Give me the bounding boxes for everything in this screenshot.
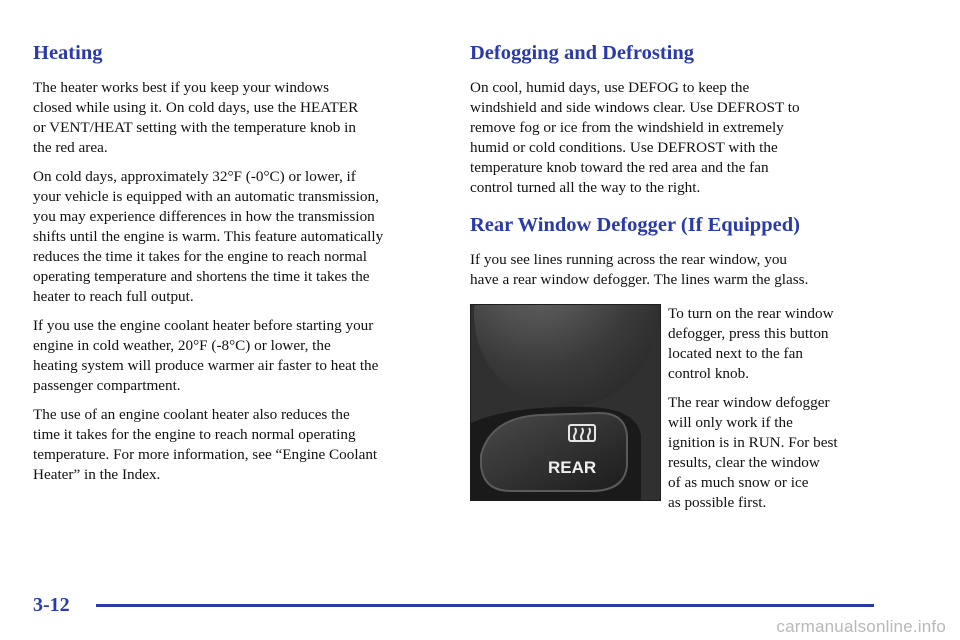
rear-defogger-button-photo — [470, 304, 661, 501]
heating-paragraph-2 — [33, 167, 441, 307]
text-line: of as much snow or ice — [668, 474, 809, 491]
figure-row — [470, 304, 880, 514]
text-line: defogger, press this button — [668, 325, 829, 342]
text-line: heater to reach full output. — [33, 288, 194, 305]
rear-button-label: REAR — [548, 458, 597, 477]
text-line: your vehicle is equipped with an automatic transmission, — [33, 188, 379, 205]
text-line: time it takes for the engine to reach normal operating — [33, 426, 356, 443]
text-line: Heater” in the Index. — [33, 466, 161, 483]
footer-rule — [96, 604, 874, 607]
text-line: shifts until the engine is warm. This feature automatically — [33, 228, 384, 245]
text-line: If you use the engine coolant heater before starting your — [33, 317, 374, 334]
rear-button-shape — [481, 413, 627, 491]
text-line: closed while using it. On cold days, use the HEATER — [33, 99, 359, 116]
text-line: ignition is in RUN. For best — [668, 434, 838, 451]
rear-defogger-heading: Rear Window Defogger (If Equipped) — [470, 214, 800, 236]
watermark: carmanualsonline.info — [776, 617, 946, 636]
text-line: as possible first. — [668, 494, 767, 511]
text-line: have a rear window defogger. The lines warm the glass. — [470, 271, 809, 288]
text-line: control turned all the way to the right. — [470, 179, 701, 196]
text-line: The heater works best if you keep your windows — [33, 79, 330, 96]
rear-button-illustration — [471, 305, 660, 500]
text-line: The use of an engine coolant heater also reduces the — [33, 406, 350, 423]
text-line: windshield and side windows clear. Use DEFROST to — [470, 99, 800, 116]
right-column — [470, 40, 880, 514]
text-line: On cold days, approximately 32°F (-0°C) or lower, if — [33, 168, 356, 185]
text-line: humid or cold conditions. Use DEFROST with the — [470, 139, 778, 156]
text-line: If you see lines running across the rear window, you — [470, 251, 788, 268]
text-line: On cool, humid days, use DEFOG to keep the — [470, 79, 750, 96]
left-column — [33, 40, 441, 494]
text-line: reduces the time it takes for the engine to reach normal — [33, 248, 367, 265]
figure-caption — [668, 304, 880, 522]
heating-heading: Heating — [33, 42, 103, 64]
defogging-heading: Defogging and Defrosting — [470, 42, 694, 64]
text-line: remove fog or ice from the windshield in extremely — [470, 119, 784, 136]
caption-paragraph-1 — [668, 304, 880, 384]
text-line: you may experience differences in how the transmission — [33, 208, 375, 225]
text-line: engine in cold weather, 20°F (-8°C) or lower, the — [33, 337, 331, 354]
rear-defogger-paragraph — [470, 250, 880, 290]
text-line: heating system will produce warmer air faster to heat the — [33, 357, 379, 374]
text-line: temperature knob toward the red area and the fan — [470, 159, 769, 176]
caption-paragraph-2 — [668, 393, 880, 513]
text-line: located next to the fan — [668, 345, 803, 362]
heating-paragraph-3 — [33, 316, 441, 396]
text-line: temperature. For more information, see “Engine Coolant — [33, 446, 378, 463]
text-line: To turn on the rear window — [668, 305, 834, 322]
text-line: or VENT/HEAT setting with the temperature knob in — [33, 119, 356, 136]
text-line: will only work if the — [668, 414, 793, 431]
text-line: control knob. — [668, 365, 749, 382]
heating-paragraph-1 — [33, 78, 441, 158]
text-line: operating temperature and shortens the time it takes the — [33, 268, 370, 285]
text-line: The rear window defogger — [668, 394, 830, 411]
page-number: 3-12 — [33, 594, 70, 616]
heating-paragraph-4 — [33, 405, 441, 485]
defogging-paragraph — [470, 78, 880, 198]
text-line: the red area. — [33, 139, 108, 156]
text-line: passenger compartment. — [33, 377, 181, 394]
text-line: results, clear the window — [668, 454, 820, 471]
